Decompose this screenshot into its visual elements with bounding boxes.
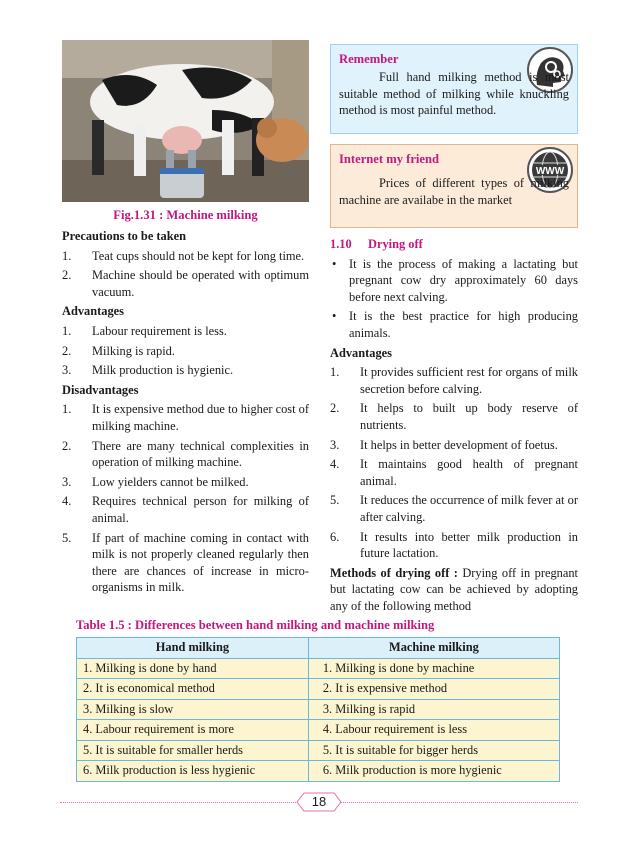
item-number: 1.	[62, 323, 72, 338]
item-number: 2.	[62, 268, 72, 283]
item-number: 1.	[62, 248, 72, 263]
list-item	[330, 437, 578, 454]
item-number: 3.	[62, 474, 72, 489]
table-cell: 2. It is economical method	[77, 679, 309, 700]
table-cell: 2. It is expensive method	[308, 679, 559, 700]
drying-off-bullets	[330, 256, 578, 342]
table-header-row	[77, 638, 560, 659]
section-number: 1.10	[330, 237, 352, 251]
table-row	[77, 679, 560, 700]
page-number: 18	[311, 794, 327, 809]
comparison-table	[76, 637, 560, 782]
table-cell: 6. Milk production is more hygienic	[308, 761, 559, 782]
item-number: 4.	[62, 494, 72, 509]
bullet-icon: •	[332, 256, 337, 271]
section-title: Drying off	[368, 237, 423, 251]
item-text: Low yielders cannot be milked.	[92, 474, 249, 489]
table-cell: 3. Milking is slow	[77, 699, 309, 720]
item-text: It is the process of making a lactating but pregnant cow dry approximately 60 days before next calving.	[349, 256, 578, 304]
table-header-machine: Machine milking	[308, 638, 559, 659]
table-cell: 1. Milking is done by machine	[308, 658, 559, 679]
list-item	[330, 256, 578, 306]
internet-title: Internet my friend	[339, 152, 440, 166]
item-number: 4.	[330, 457, 340, 472]
item-text: Teat cups should not be kept for long time.	[92, 248, 305, 263]
list-item	[62, 343, 309, 360]
item-text: It reduces the occurrence of milk fever at or after calving.	[360, 493, 578, 524]
list-item	[62, 401, 309, 434]
photo-illustration	[62, 40, 309, 202]
precautions-list	[62, 248, 309, 301]
table-cell: 3. Milking is rapid	[308, 699, 559, 720]
item-number: 2.	[62, 343, 72, 358]
list-item	[330, 492, 578, 525]
table-cell: 6. Milk production is less hygienic	[77, 761, 309, 782]
disadvantages-heading: Disadvantages	[62, 382, 139, 397]
precautions-heading: Precautions to be taken	[62, 229, 187, 243]
methods-paragraph	[330, 565, 578, 615]
methods-label: Methods of drying off :	[330, 565, 458, 580]
drying-advantages-heading: Advantages	[330, 345, 392, 360]
item-number: 1.	[330, 365, 340, 380]
table-cell: 5. It is suitable for smaller herds	[77, 740, 309, 761]
methods-text: Drying off in pregnant but lactating cow can be achieved by adopting any of the following method	[330, 565, 578, 613]
item-text: Machine should be operated with optimum vacuum.	[92, 268, 309, 299]
right-column	[330, 236, 578, 614]
table-cell: 5. It is suitable for bigger herds	[308, 740, 559, 761]
list-item	[62, 323, 309, 340]
item-text: Milking is rapid.	[92, 343, 175, 358]
table-row	[77, 740, 560, 761]
item-number: 5.	[330, 493, 340, 508]
item-text: Milk production is hygienic.	[92, 363, 234, 378]
svg-text:WWW: WWW	[535, 166, 565, 177]
advantages-list	[62, 323, 309, 379]
remember-title: Remember	[339, 52, 399, 66]
item-number: 3.	[62, 363, 72, 378]
list-item	[62, 248, 309, 265]
list-item	[62, 267, 309, 300]
item-number: 5.	[62, 530, 72, 545]
item-text: It is the best practice for high producing animals.	[349, 309, 578, 340]
table-row	[77, 658, 560, 679]
table-row	[77, 720, 560, 741]
drying-advantages-list	[330, 364, 578, 562]
table-caption: Table 1.5 : Differences between hand milking and machine milking	[76, 618, 435, 632]
item-text: Labour requirement is less.	[92, 323, 227, 338]
table-cell: 4. Labour requirement is more	[77, 720, 309, 741]
item-text: It is expensive method due to higher cost of milking machine.	[92, 402, 309, 433]
list-item	[62, 530, 309, 596]
figure-caption: Fig.1.31 : Machine milking	[113, 208, 258, 222]
internet-box	[330, 144, 578, 228]
item-text: If part of machine coming in contact with milk is not properly cleaned regularly then there are chances of increase in micro-organisms in milk.	[92, 530, 309, 595]
item-number: 2.	[330, 401, 340, 416]
remember-box	[330, 44, 578, 134]
list-item	[330, 364, 578, 397]
bullet-icon: •	[332, 309, 337, 324]
item-number: 1.	[62, 402, 72, 417]
item-text: There are many technical complexities in operation of milking machine.	[92, 438, 309, 470]
item-number: 3.	[330, 437, 340, 452]
list-item	[330, 308, 578, 341]
left-column	[62, 228, 309, 599]
internet-text: Prices of different types of milking machine are availabe in the market	[339, 176, 569, 207]
list-item	[62, 362, 309, 379]
item-text: It helps to built up body reserve of nutrients.	[360, 401, 578, 432]
table-header-hand: Hand milking	[77, 638, 309, 659]
advantages-heading: Advantages	[62, 304, 124, 319]
list-item	[62, 493, 309, 526]
remember-text: Full hand milking method is most suitable method of milking while knuckling method is most painful method.	[339, 70, 569, 118]
drying-off-heading	[330, 236, 578, 253]
item-text: It provides sufficient rest for organs of milk secretion before calving.	[360, 365, 578, 396]
item-number: 2.	[62, 438, 72, 453]
list-item	[330, 456, 578, 489]
table-cell: 4. Labour requirement is less	[308, 720, 559, 741]
list-item	[330, 529, 578, 562]
table-row	[77, 761, 560, 782]
list-item	[62, 474, 309, 491]
item-text: It helps in better development of foetus.	[360, 437, 558, 452]
cow-machine-milking-photo	[62, 40, 309, 202]
disadvantages-list	[62, 401, 309, 596]
list-item	[330, 400, 578, 433]
item-text: It maintains good health of pregnant animal.	[360, 457, 578, 488]
table-cell: 1. Milking is done by hand	[77, 658, 309, 679]
item-text: It results into better milk production in future lactation.	[360, 529, 578, 561]
item-number: 6.	[330, 529, 340, 544]
item-text: Requires technical person for milking of animal.	[92, 494, 309, 525]
list-item	[62, 438, 309, 471]
table-row	[77, 699, 560, 720]
